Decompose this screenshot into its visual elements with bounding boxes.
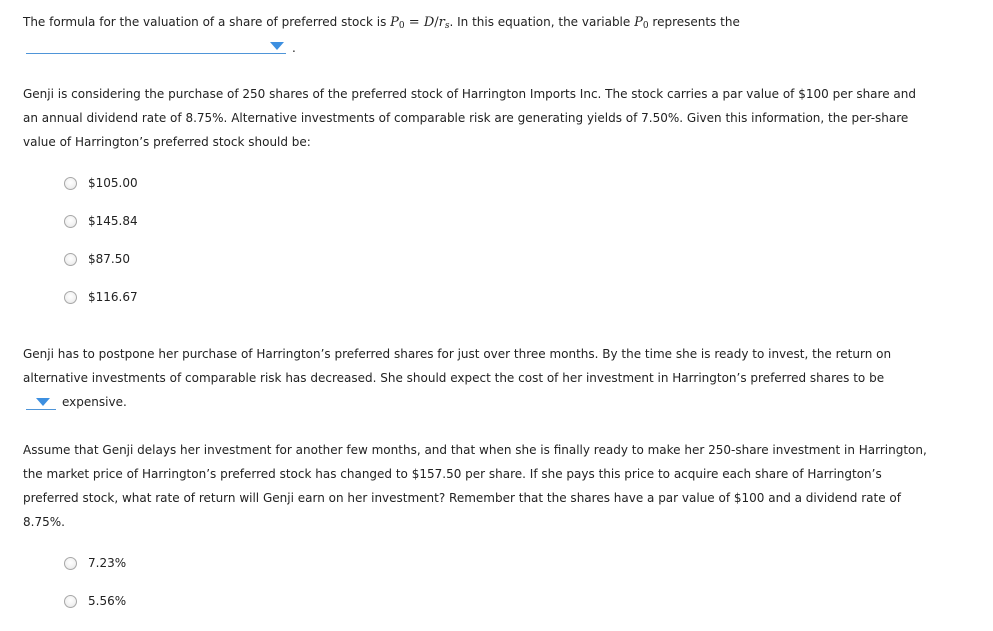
option-label: $116.67 xyxy=(88,290,138,304)
q3-after-dropdown: expensive. xyxy=(62,395,127,409)
radio-button[interactable] xyxy=(64,291,77,304)
q3-answer-dropdown[interactable] xyxy=(26,396,56,410)
radio-button[interactable] xyxy=(64,595,77,608)
formula-p-subscript: 0 xyxy=(398,21,405,31)
chevron-down-icon xyxy=(270,42,284,50)
option-label: $105.00 xyxy=(88,176,138,190)
q1-text-middle: . In this equation, the variable xyxy=(449,15,635,29)
q4-line: 8.75%. xyxy=(23,515,65,529)
formula-slash: / xyxy=(434,15,439,30)
radio-button[interactable] xyxy=(64,557,77,570)
radio-button[interactable] xyxy=(64,253,77,266)
question-4-text xyxy=(23,438,927,534)
q1-text-before: The formula for the valuation of a share of preferred stock is xyxy=(23,15,391,29)
option-label: $145.84 xyxy=(88,214,138,228)
question-2-text xyxy=(23,82,916,154)
question-3-text xyxy=(23,342,891,390)
q1-text-after: represents the xyxy=(648,15,740,29)
formula-d: D xyxy=(423,15,435,30)
q4-line: preferred stock, what rate of return will Genji earn on her investment? Remember that the shares have a par value of $100 and a dividend rate of xyxy=(23,491,901,505)
option-label: 5.56% xyxy=(88,594,127,608)
formula-r: r xyxy=(438,15,445,30)
q3-line: Genji has to postpone her purchase of Harrington’s preferred shares for just over three months. By the time she is ready to invest, the return on xyxy=(23,347,892,361)
formula-r-subscript: s xyxy=(444,21,450,31)
variable-p-subscript: 0 xyxy=(642,21,649,31)
q1-period: . xyxy=(292,41,296,55)
chevron-down-icon xyxy=(36,398,50,406)
radio-button[interactable] xyxy=(64,177,77,190)
q4-line: the market price of Harrington’s preferred stock has changed to $157.50 per share. If she pays this price to acquire each share of Harrington’s xyxy=(23,467,882,481)
formula-equals: = xyxy=(404,15,424,30)
q2-line: value of Harrington’s preferred stock should be: xyxy=(23,135,311,149)
question-1-text xyxy=(23,14,740,31)
formula xyxy=(390,15,449,30)
radio-button[interactable] xyxy=(64,215,77,228)
formula-p: P xyxy=(390,15,399,30)
option-label: 7.23% xyxy=(88,556,127,570)
variable-p0 xyxy=(634,15,648,30)
option-label: $87.50 xyxy=(88,252,130,266)
q3-line: alternative investments of comparable risk has decreased. She should expect the cost of her investment in Harrington’s preferred shares to be xyxy=(23,371,885,385)
q2-line: an annual dividend rate of 8.75%. Alternative investments of comparable risk are generating yields of 7.50%. Given this information, the per-share xyxy=(23,111,909,125)
variable-p: P xyxy=(634,15,643,30)
q1-answer-dropdown[interactable] xyxy=(26,40,286,54)
q4-line: Assume that Genji delays her investment for another few months, and that when she is finally ready to make her 250-share investment in Harrington, xyxy=(23,443,927,457)
q2-line: Genji is considering the purchase of 250 shares of the preferred stock of Harrington Imports Inc. The stock carries a par value of $100 per share and xyxy=(23,87,916,101)
